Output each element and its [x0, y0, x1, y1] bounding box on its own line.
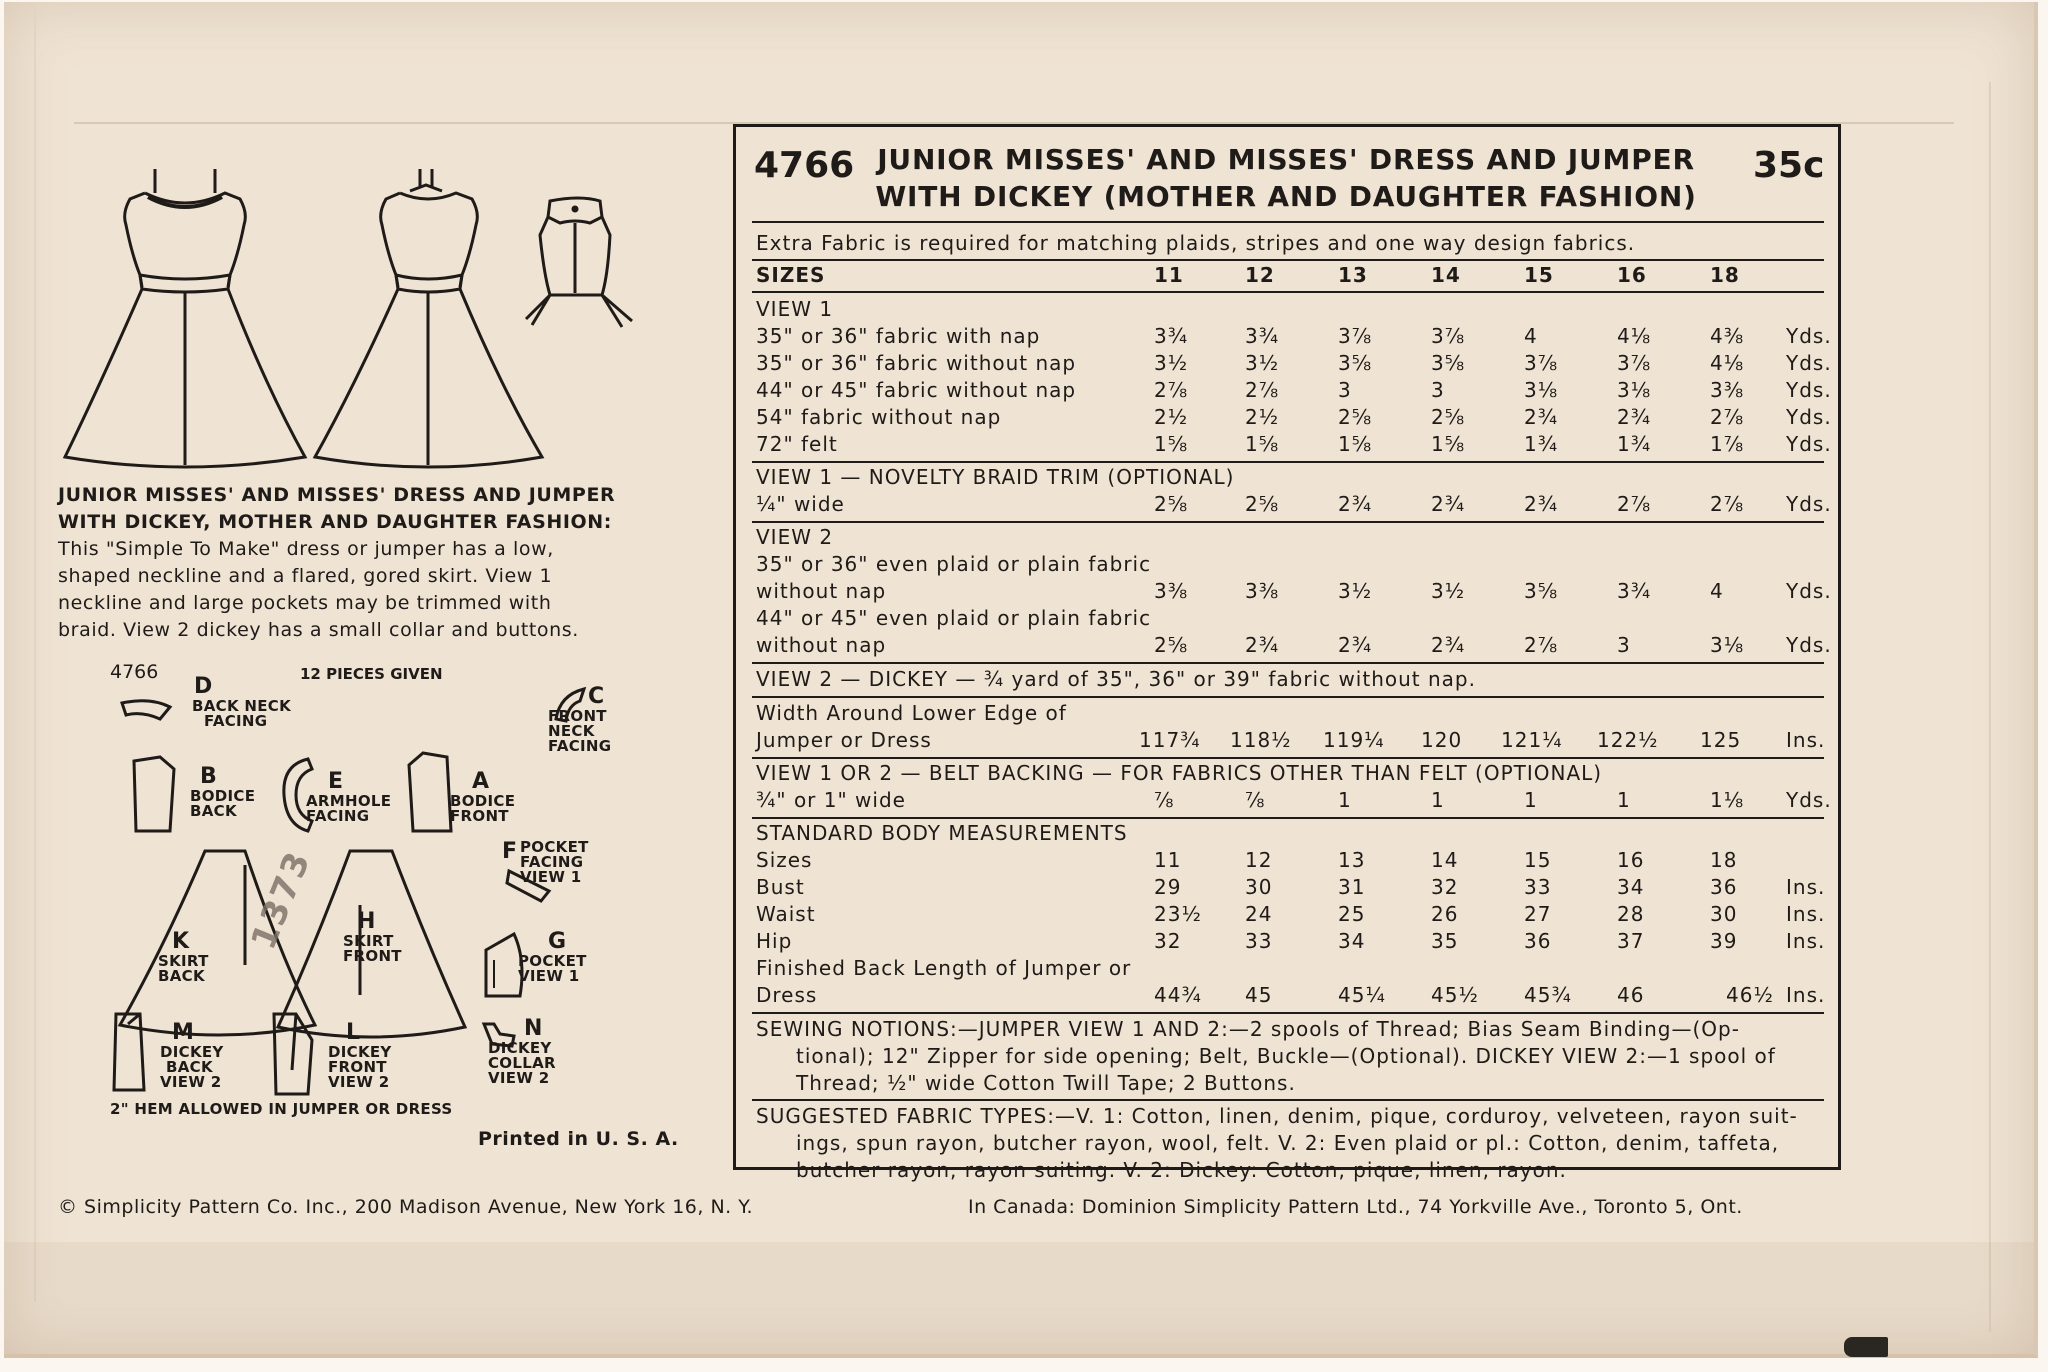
piece-b-label: B BODICE BACK — [190, 764, 256, 820]
extra-fabric-note: Extra Fabric is required for matching plaids, stripes and one way design fabrics. — [756, 231, 1636, 255]
rule — [752, 1099, 1824, 1101]
sizes-header-row: SIZES 11 12 13 14 15 16 18 — [756, 263, 1740, 287]
view2-row-label: 35" or 36" even plaid or plain fabric — [756, 552, 1152, 576]
price: 35c — [1753, 145, 1825, 186]
piece-a-shape — [405, 751, 455, 835]
rule — [752, 291, 1824, 293]
dickey-row: VIEW 2 — DICKEY — ¾ yard of 35", 36" or 39" fabric without nap. — [756, 667, 1476, 691]
crease-left — [34, 2, 36, 1302]
rule — [752, 221, 1824, 223]
dress-view1-sketch — [60, 165, 310, 475]
belt-row: ¾" or 1" wide ⅞ ⅞ 1 1 1 1 1⅛ Yds. — [756, 788, 1832, 812]
rule — [752, 461, 1824, 463]
crease-right — [1989, 82, 1991, 1332]
braid-heading: VIEW 1 — NOVELTY BRAID TRIM (OPTIONAL) — [756, 465, 1235, 489]
view1-row: 35" or 36" fabric without nap 3½ 3½ 3⅝ 3⅝ 3⅞ 3⅞ 4⅛ Yds. — [756, 351, 1832, 375]
piece-f-label: F POCKET FACING VIEW 1 — [502, 838, 589, 886]
view1-row: 44" or 45" fabric without nap 2⅞ 2⅞ 3 3 3⅛ 3⅛ 3⅜ Yds. — [756, 378, 1832, 402]
piece-k-label: K SKIRT BACK — [158, 929, 209, 985]
view2-row: without nap 3⅜ 3⅜ 3½ 3½ 3⅝ 3¾ 4 Yds. — [756, 579, 1832, 603]
tab-mark — [1844, 1337, 1888, 1357]
hem-note: 2" HEM ALLOWED IN JUMPER OR DRESS — [110, 1100, 453, 1118]
piece-d-label: D BACK NECK FACING — [192, 674, 292, 730]
rule — [752, 259, 1824, 261]
suggested-fabrics: SUGGESTED FABRIC TYPES:—V. 1: Cotton, linen, denim, pique, corduroy, velveteen, rayon suit- ings, spun rayon, butcher rayon, wool, felt. V. 2: Even plaid or pl.: Cotton, denim, taffeta, butcher rayon, rayon suiting. V. 2: Dickey: Cotton, pique, linen, rayon. — [756, 1104, 1798, 1182]
pieces-pattern-number: 4766 — [110, 661, 159, 683]
piece-d-shape — [120, 695, 180, 725]
rule — [752, 817, 1824, 819]
body-row: Sizes 11 12 13 14 15 16 18 — [756, 848, 1738, 872]
view2-row-label: 44" or 45" even plaid or plain fabric — [756, 606, 1152, 630]
back-length-label: Finished Back Length of Jumper or — [756, 956, 1132, 980]
piece-b-shape — [130, 755, 180, 835]
footer-canada: In Canada: Dominion Simplicity Pattern Ltd., 74 Yorkville Ave., Toronto 5, Ont. — [968, 1196, 1743, 1218]
pattern-pieces-diagram — [100, 655, 660, 1135]
dickey-sketch — [520, 195, 660, 335]
printed-in-usa: Printed in U. S. A. — [478, 1128, 679, 1150]
rule — [752, 521, 1824, 523]
piece-h-label: H SKIRT FRONT — [343, 909, 402, 965]
body-row: Hip 32 33 34 35 36 37 39 Ins. — [756, 929, 1826, 953]
view1-row: 35" or 36" fabric with nap 3¾ 3¾ 3⅞ 3⅞ 4 4⅛ 4⅜ Yds. — [756, 324, 1832, 348]
piece-l-shape — [268, 1010, 318, 1100]
rule — [752, 757, 1824, 759]
rule — [752, 1012, 1824, 1014]
envelope-flap — [74, 2, 1954, 124]
rule — [752, 662, 1824, 664]
body-heading: STANDARD BODY MEASUREMENTS — [756, 821, 1128, 845]
back-length-row: Dress 44¾ 45 45¼ 45½ 45¾ 46 46½ Ins. — [756, 983, 1826, 1007]
rule — [752, 696, 1824, 698]
left-description — [58, 482, 658, 644]
desc-heading-line2: WITH DICKEY, MOTHER AND DAUGHTER FASHION: — [58, 511, 612, 533]
piece-m-shape — [110, 1010, 150, 1095]
belt-heading: VIEW 1 OR 2 — BELT BACKING — FOR FABRICS OTHER THAN FELT (OPTIONAL) — [756, 761, 1603, 785]
view1-heading: VIEW 1 — [756, 297, 834, 321]
view2-row: without nap 2⅝ 2¾ 2¾ 2¾ 2⅞ 3 3⅛ Yds. — [756, 633, 1832, 657]
desc-heading-line1: JUNIOR MISSES' AND MISSES' DRESS AND JUMPER — [58, 484, 616, 506]
braid-row: ¼" wide 2⅝ 2⅝ 2¾ 2¾ 2¾ 2⅞ 2⅞ Yds. — [756, 492, 1832, 516]
desc-line: This "Simple To Make" dress or jumper has a low, — [58, 538, 554, 560]
pattern-number: 4766 — [754, 145, 855, 186]
view1-row: 72" felt 1⅝ 1⅝ 1⅝ 1⅝ 1¾ 1¾ 1⅞ Yds. — [756, 432, 1832, 456]
piece-g-label: G POCKET VIEW 1 — [518, 929, 587, 985]
piece-c-label: C FRONT NECK FACING — [548, 684, 612, 755]
desc-line: shaped neckline and a flared, gored skirt. View 1 — [58, 565, 553, 587]
desc-line: braid. View 2 dickey has a small collar and buttons. — [58, 619, 579, 641]
pieces-given-label: 12 PIECES GIVEN — [300, 665, 443, 683]
ink-stamp: 1373 — [243, 844, 320, 956]
piece-l-label: L DICKEY FRONT VIEW 2 — [328, 1020, 392, 1091]
width-around-row: Jumper or Dress 117¾ 118½ 119¼ 120 121¼ 122½ 125 Ins. — [756, 728, 1826, 752]
view1-row: 54" fabric without nap 2½ 2½ 2⅝ 2⅝ 2¾ 2¾ 2⅞ Yds. — [756, 405, 1832, 429]
pattern-title: JUNIOR MISSES' AND MISSES' DRESS AND JUMPER WITH DICKEY (MOTHER AND DAUGHTER FASHION) — [875, 143, 1697, 213]
piece-n-label: N DICKEY COLLAR VIEW 2 — [488, 1016, 556, 1087]
sewing-notions: SEWING NOTIONS:—JUMPER VIEW 1 AND 2:—2 spools of Thread; Bias Seam Binding—(Op- tional); 12" Zipper for side opening; Belt, Buckle—(Optional). DICKEY VIEW 2:—1 spool of Thread; ½" wide Cotton Twill Tape; 2 Buttons. — [756, 1017, 1776, 1095]
body-row: Waist 23½ 24 25 26 27 28 30 Ins. — [756, 902, 1826, 926]
piece-m-label: M DICKEY BACK VIEW 2 — [160, 1020, 224, 1091]
desc-line: neckline and large pockets may be trimmed with — [58, 592, 552, 614]
yardage-chart-panel — [733, 124, 1841, 1182]
width-around-label: Width Around Lower Edge of — [756, 701, 1067, 725]
footer-copyright: © Simplicity Pattern Co. Inc., 200 Madison Avenue, New York 16, N. Y. — [58, 1196, 754, 1218]
piece-a-label: A BODICE FRONT — [450, 769, 516, 825]
piece-e-label: E ARMHOLE FACING — [306, 769, 392, 825]
bottom-band — [4, 1242, 2034, 1354]
body-row: Bust 29 30 31 32 33 34 36 Ins. — [756, 875, 1826, 899]
view2-heading: VIEW 2 — [756, 525, 834, 549]
jumper-view2-sketch — [310, 165, 550, 475]
